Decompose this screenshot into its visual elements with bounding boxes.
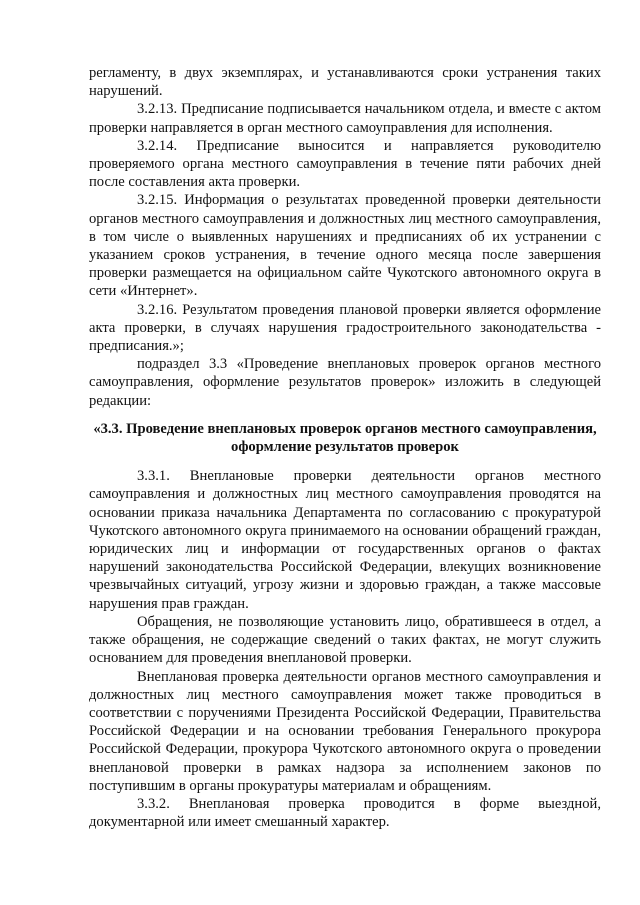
paragraph-subsection-3-3-intro: подраздел 3.3 «Проведение внеплановых проверок органов местного самоуправления, оформление результатов проверок» изложить в следующей редакции: [89, 356, 601, 409]
paragraph-unscheduled-inspection: Внеплановая проверка деятельности органов местного самоуправления и должностных лиц местного самоуправления может также проводиться в соответствии с поручениями Президента Российской Федерации, Правительства Российской Федерации и на основании требования Генерального прокурора Российской Федерации, прокурора Чукотского автономного округа о проведении внеплановой проверки в рамках надзора за исполнением законов по поступившим в органы прокуратуры материалам и обращениям. [89, 668, 601, 794]
paragraph-continuation: регламенту, в двух экземплярах, и устанавливаются сроки устранения таких нарушений. [89, 65, 601, 100]
document-page [89, 64, 601, 831]
paragraph-appeals: Обращения, не позволяющие установить лицо, обратившееся в отдел, а также обращения, не содержащие сведений о таких фактах, не могут служить основанием для проведения внеплановой проверки. [89, 613, 601, 667]
paragraph-3-2-16: 3.2.16. Результатом проведения плановой проверки является оформление акта проверки, в случаях нарушения градостроительного законодательства - предписания.»; [89, 301, 601, 355]
paragraph-3-3-1: 3.3.1. Внеплановые проверки деятельности органов местного самоуправления и должностных лиц местного самоуправления проводятся на основании приказа начальника Департамента по согласованию с прокуратурой Чукотского автономного округа принимаемого на основании обращений граждан, юридических лиц и информации от государственных органов о фактах нарушений законодательства Российской Федерации, влекущих возникновение чрезвычайных ситуаций, угрозу жизни и здоровью граждан, а также массовые нарушения прав граждан. [89, 468, 601, 612]
paragraph-3-2-13: 3.2.13. Предписание подписывается начальником отдела, и вместе с актом проверки направляется в орган местного самоуправления для исполнения. [89, 101, 601, 136]
section-heading-3-3: «3.3. Проведение внеплановых проверок органов местного самоуправления, оформление результатов проверок [93, 420, 597, 456]
paragraph-3-3-2: 3.3.2. Внеплановая проверка проводится в форме выездной, документарной или имеет смешанный характер. [89, 795, 601, 831]
paragraph-3-2-15: 3.2.15. Информация о результатах проведенной проверки деятельности органов местного самоуправления и должностных лиц местного самоуправления, в том числе о выявленных нарушениях и предписаниях об их устранении с указанием сроков устранения, в течение одного месяца после завершения проверки размещается на официальном сайте Чукотского автономного округа в сети «Интернет». [89, 192, 601, 300]
paragraph-3-2-14: 3.2.14. Предписание выносится и направляется руководителю проверяемого органа местного самоуправления в течение пяти рабочих дней после составления акта проверки. [89, 137, 601, 191]
